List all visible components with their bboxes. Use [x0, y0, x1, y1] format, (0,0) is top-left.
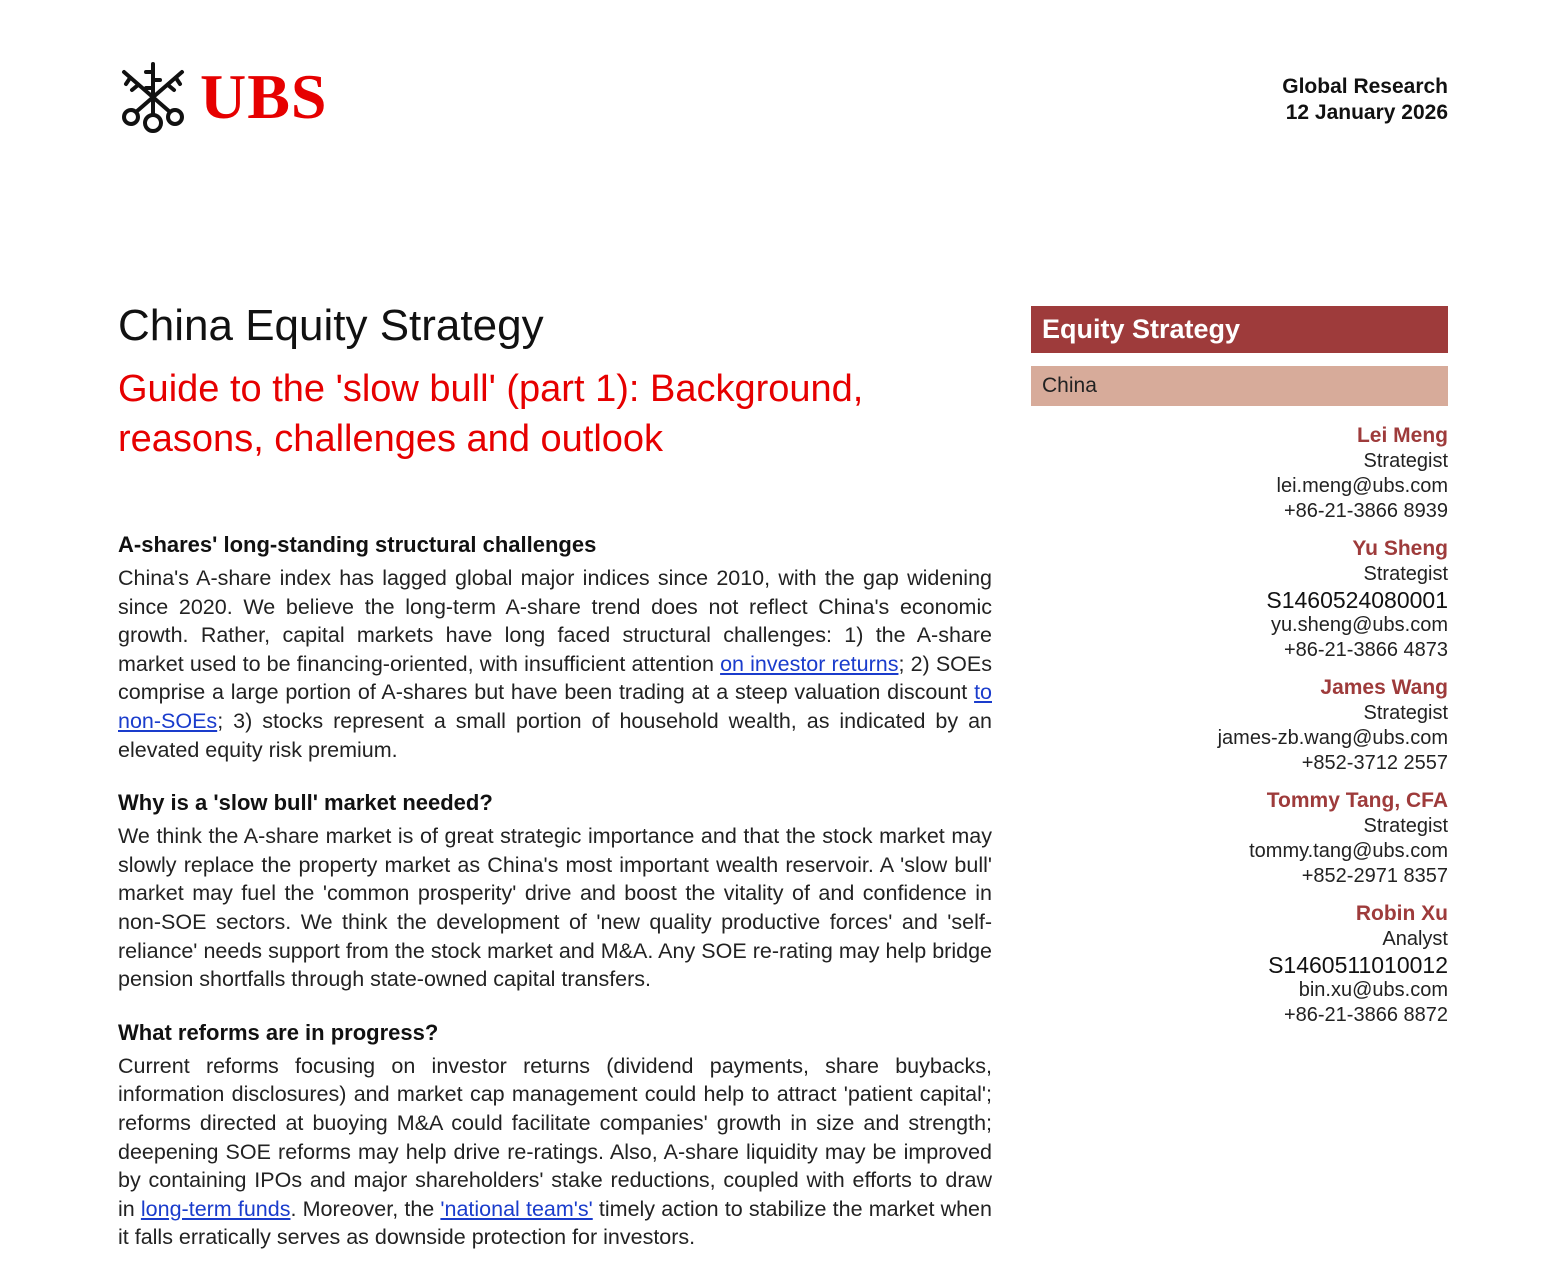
section-why-slow-bull	[118, 788, 992, 994]
analyst-license: S1460511010012	[1268, 952, 1448, 978]
analyst-role: Strategist	[1363, 815, 1448, 837]
report-date: 12 January 2026	[1285, 101, 1448, 124]
section-structural-challenges	[118, 530, 992, 764]
body-text: Current reforms focusing on investor returns (dividend payments, share buybacks, information disclosures) and market cap management could help to attract 'patient capital'; reforms directed at buoying M&A could facilitate companies' growth in size and strength; deepening SOE reforms may help drive re-ratings. Also, A-share liquidity may be improved by containing IPOs and major shareholders' stake reductions, coupled with efforts to draw in	[118, 1053, 992, 1221]
link-long-term-funds[interactable]: long-term funds	[140, 1196, 291, 1221]
analyst-list	[1028, 423, 1448, 1040]
page-title: China Equity Strategy	[118, 301, 544, 350]
analyst-email[interactable]: james-zb.wang@ubs.com	[1217, 727, 1448, 749]
report-header	[1282, 74, 1448, 126]
three-keys-icon	[118, 60, 188, 134]
body-text: ; 2) SOEs comprise a large portion of A-shares but have been trading at a steep valuation discount	[118, 651, 992, 705]
section-body	[118, 1052, 992, 1252]
analyst-email[interactable]: yu.sheng@ubs.com	[1270, 614, 1448, 636]
link-national-team[interactable]: 'national team's'	[440, 1196, 593, 1221]
analyst-card	[1028, 675, 1448, 776]
section-body	[118, 822, 992, 994]
analyst-email[interactable]: lei.meng@ubs.com	[1276, 475, 1448, 497]
analyst-license: S1460524080001	[1266, 587, 1448, 613]
analyst-card	[1028, 901, 1448, 1028]
brand-name: UBS	[200, 61, 328, 132]
analyst-phone: +86-21-3866 8939	[1283, 500, 1448, 522]
section-body	[118, 564, 992, 764]
analyst-card	[1028, 423, 1448, 524]
analyst-role: Strategist	[1363, 702, 1448, 724]
analyst-card	[1028, 536, 1448, 663]
analyst-email[interactable]: bin.xu@ubs.com	[1298, 979, 1448, 1001]
analyst-role: Strategist	[1363, 450, 1448, 472]
analyst-role: Analyst	[1382, 928, 1448, 950]
analyst-name: Robin Xu	[1355, 902, 1448, 925]
analyst-phone: +86-21-3866 8872	[1283, 1004, 1448, 1026]
body-text: . Moreover, the	[290, 1196, 441, 1221]
analyst-name: Yu Sheng	[1352, 537, 1448, 560]
analyst-phone: +852-2971 8357	[1301, 865, 1448, 887]
analyst-role: Strategist	[1363, 563, 1448, 585]
body-text: timely action to stabilize the market when it falls erratically serves as downside protection for investors.	[118, 1196, 992, 1250]
link-on-investor-returns[interactable]: on investor returns	[720, 651, 899, 676]
analyst-name: Tommy Tang, CFA	[1266, 789, 1448, 812]
analyst-phone: +852-3712 2557	[1301, 752, 1448, 774]
section-heading: A-shares' long-standing structural challenges	[118, 532, 597, 557]
sidebar-category: Equity Strategy	[1031, 306, 1448, 353]
sidebar-region: China	[1031, 366, 1448, 406]
page-subtitle: Guide to the 'slow bull' (part 1): Background, reasons, challenges and outlook	[118, 368, 864, 460]
analyst-name: Lei Meng	[1356, 424, 1448, 447]
body-text: ; 3) stocks represent a small portion of household wealth, as indicated by an elevated equity risk premium.	[118, 708, 992, 762]
analyst-email[interactable]: tommy.tang@ubs.com	[1249, 840, 1448, 862]
analyst-name: James Wang	[1320, 676, 1448, 699]
analyst-card	[1028, 788, 1448, 889]
body-text: China's A-share index has lagged global major indices since 2010, with the gap widening since 2020. We believe the long-term A-share trend does not reflect China's economic growth. Rather, capital markets have long faced structural challenges: 1) the A-share market used to be financing-oriented, with insufficient attention	[118, 566, 992, 676]
main-content	[118, 530, 992, 1276]
body-text: We think the A-share market is of great strategic importance and that the stock market may slowly replace the property market as China's most important wealth reservoir. A 'slow bull' market may fuel the 'common prosperity' drive and boost the vitality of and confidence in non-SOE sectors. We think the development of 'new quality productive forces' and 'self-reliance' needs support from the stock market and M&A. Any SOE re-rating may help bridge pension shortfalls through state-owned capital transfers.	[118, 824, 992, 992]
link-to-non-soes[interactable]: to non-SOEs	[118, 680, 992, 733]
ubs-logo	[118, 60, 328, 134]
section-reforms	[118, 1018, 992, 1252]
section-heading: Why is a 'slow bull' market needed?	[118, 790, 493, 816]
research-label: Global Research	[1282, 75, 1448, 98]
analyst-phone: +86-21-3866 4873	[1283, 639, 1448, 661]
section-heading: What reforms are in progress?	[118, 1019, 439, 1045]
